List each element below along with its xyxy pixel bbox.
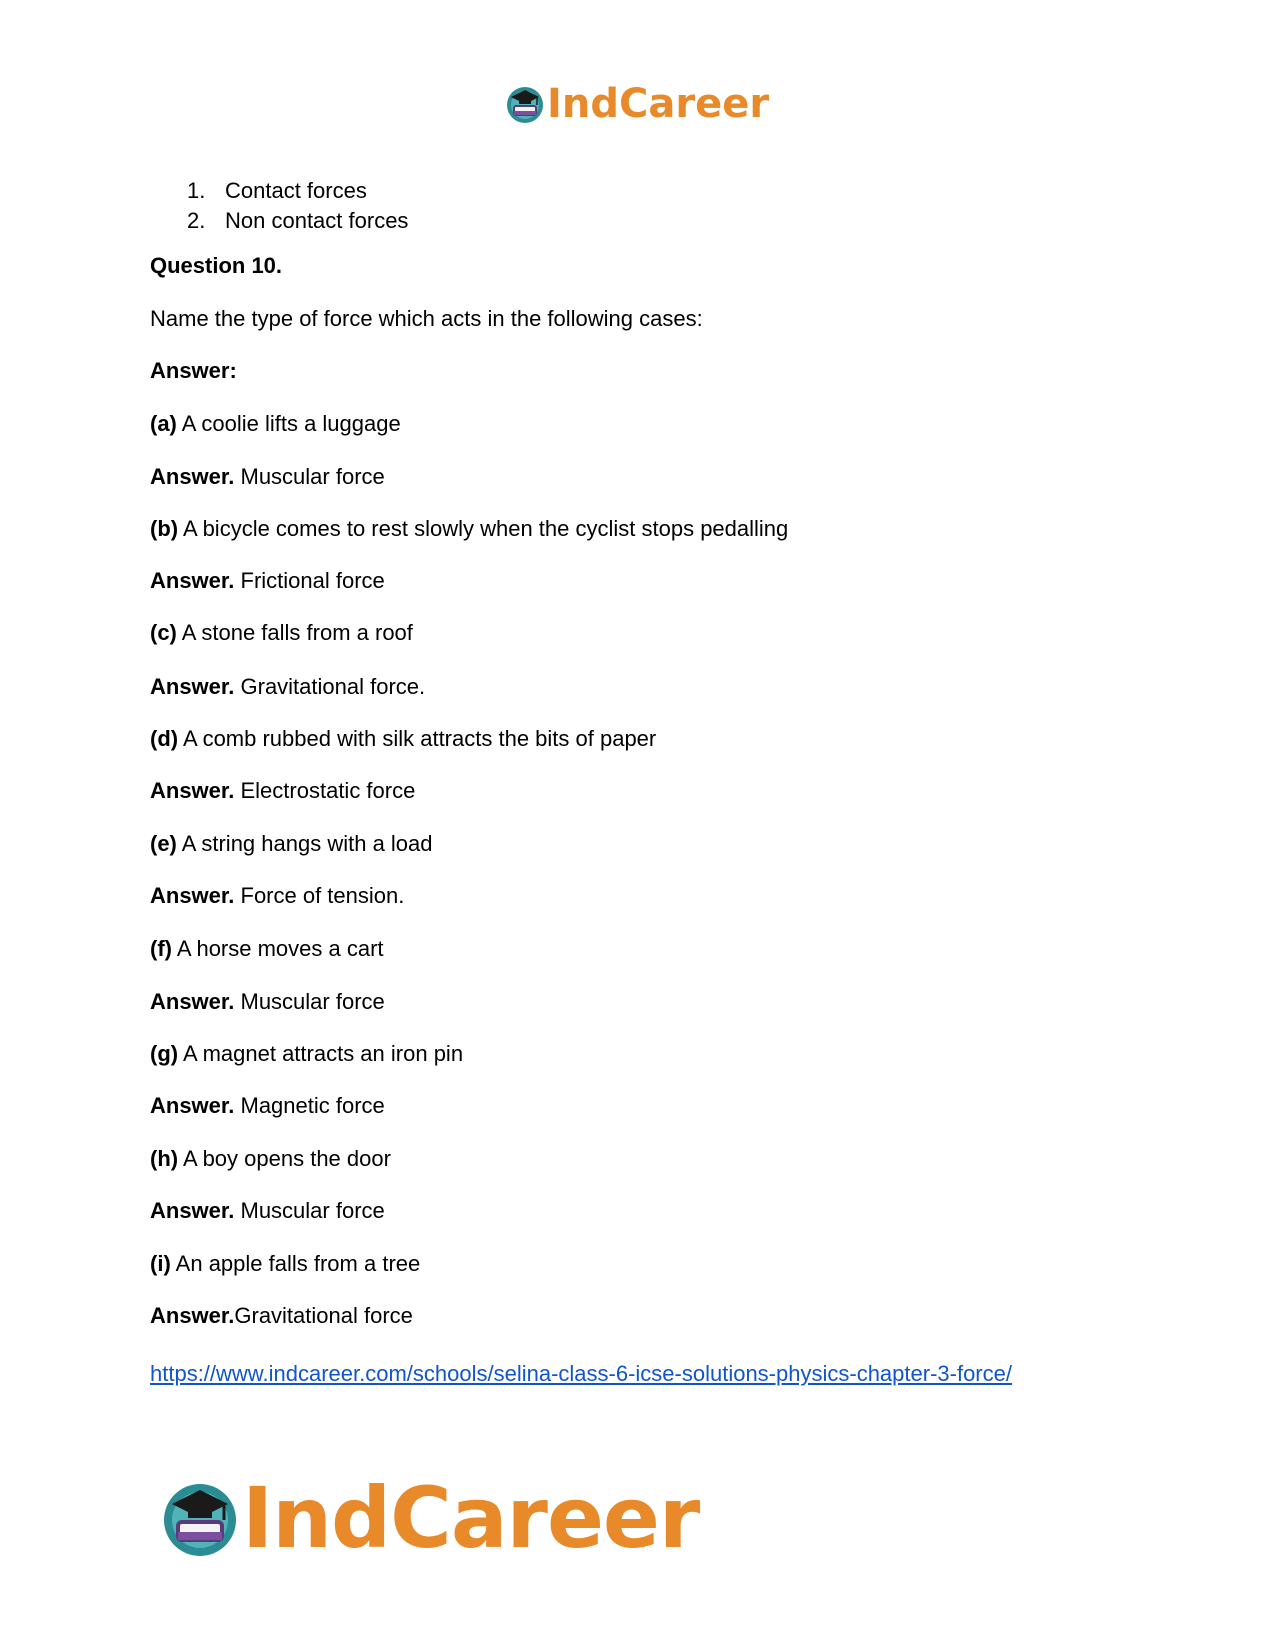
case-label: (a) (150, 411, 177, 436)
case-answer (150, 1301, 413, 1331)
answer-label: Answer. (150, 778, 235, 803)
case-answer (150, 1091, 385, 1121)
answer-label: Answer. (150, 1198, 235, 1223)
answer-text: Magnetic force (240, 1093, 385, 1118)
case-text: A horse moves a cart (176, 936, 384, 961)
graduation-cap-book-globe-icon (160, 1478, 240, 1558)
question-prompt: Name the type of force which acts in the following cases: (150, 306, 703, 331)
intro-list-section (150, 176, 1150, 236)
case-label: (g) (150, 1041, 179, 1066)
answer-label: Answer. (150, 1093, 235, 1118)
case-label: (i) (150, 1251, 171, 1276)
case-text: A coolie lifts a luggage (181, 411, 401, 436)
case-item (150, 1039, 463, 1069)
case-answer (150, 776, 415, 806)
case-label: (e) (150, 831, 177, 856)
force-types-list (150, 176, 1150, 236)
case-text: A comb rubbed with silk attracts the bits of paper (183, 726, 657, 751)
answer-heading: Answer: (150, 358, 237, 383)
case-answer (150, 462, 385, 492)
header-logo (505, 78, 769, 130)
case-item (150, 514, 788, 544)
answer-text: Electrostatic force (240, 778, 416, 803)
case-answer (150, 566, 385, 596)
case-label: (c) (150, 620, 177, 645)
case-answer (150, 881, 404, 911)
case-text: A boy opens the door (183, 1146, 391, 1171)
list-number: 1. (187, 178, 206, 203)
case-item (150, 1144, 391, 1174)
answer-text: Gravitational force. (240, 674, 426, 699)
answer-text: Muscular force (240, 1198, 385, 1223)
case-label: (f) (150, 936, 172, 961)
list-item (187, 206, 1150, 236)
case-item (150, 1249, 420, 1279)
answer-text: Gravitational force (234, 1303, 413, 1328)
case-text: A magnet attracts an iron pin (183, 1041, 464, 1066)
case-text: A string hangs with a load (181, 831, 433, 856)
case-item (150, 934, 384, 964)
case-label: (b) (150, 516, 179, 541)
case-answer (150, 987, 385, 1017)
answer-label: Answer. (150, 568, 235, 593)
question-title: Question 10. (150, 253, 283, 278)
list-text: Non contact forces (225, 208, 409, 233)
case-text: An apple falls from a tree (175, 1251, 421, 1276)
answer-label: Answer. (150, 989, 235, 1014)
case-item (150, 409, 401, 439)
graduation-cap-book-globe-icon (505, 84, 545, 124)
case-item (150, 829, 433, 859)
logo-wordmark: IndCareer (547, 81, 770, 127)
source-link[interactable]: https://www.indcareer.com/schools/selina-class-6-icse-solutions-physics-chapter-3-force/ (150, 1361, 1012, 1386)
answer-label: Answer. (150, 674, 235, 699)
list-item (187, 176, 1150, 206)
case-item (150, 618, 413, 648)
answer-label: Answer. (150, 1303, 235, 1328)
answer-label: Answer. (150, 883, 235, 908)
case-answer (150, 1196, 385, 1226)
answer-text: Muscular force (240, 464, 385, 489)
footer-logo (160, 1468, 699, 1568)
case-label: (d) (150, 726, 179, 751)
case-text: A bicycle comes to rest slowly when the cyclist stops pedalling (183, 516, 789, 541)
case-label: (h) (150, 1146, 179, 1171)
answer-text: Frictional force (240, 568, 385, 593)
logo-wordmark: IndCareer (242, 1469, 700, 1567)
case-item (150, 724, 656, 754)
answer-label: Answer. (150, 464, 235, 489)
answer-text: Muscular force (240, 989, 385, 1014)
case-answer (150, 672, 425, 702)
list-number: 2. (187, 208, 206, 233)
case-text: A stone falls from a roof (181, 620, 413, 645)
answer-text: Force of tension. (240, 883, 405, 908)
list-text: Contact forces (225, 178, 367, 203)
